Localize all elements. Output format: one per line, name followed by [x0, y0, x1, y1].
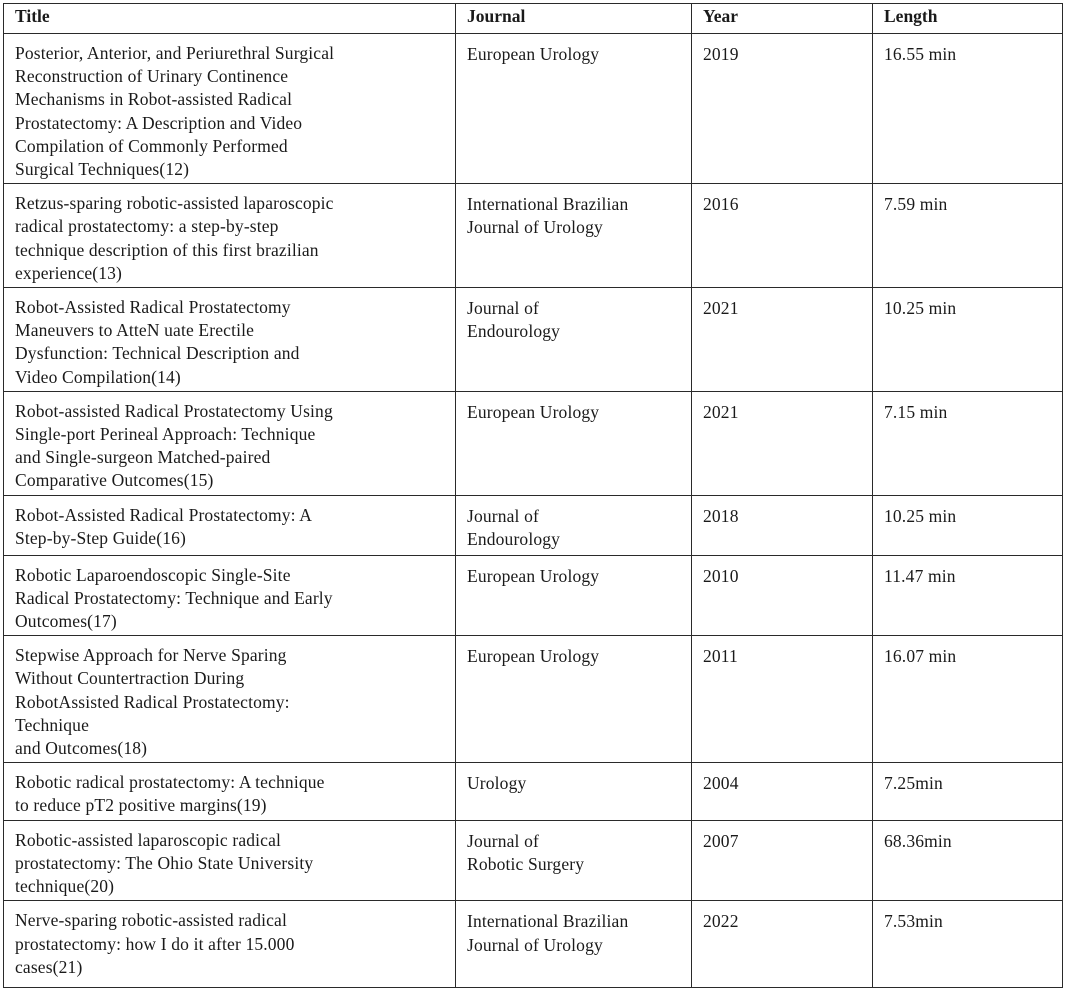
- journal-cell: Journal of Endourology: [456, 495, 692, 555]
- table-row: [4, 555, 1063, 636]
- header-row: [4, 4, 1063, 34]
- length-cell: 10.25 min: [873, 495, 1063, 555]
- table-row: [4, 34, 1063, 184]
- journal-cell: Urology: [456, 763, 692, 820]
- title-cell: Robot-Assisted Radical Prostatectomy Maneuvers to AtteN uate Erectile Dysfunction: Technical Description and Video Compilation(14): [4, 288, 456, 392]
- title-cell: Retzus-sparing robotic-assisted laparoscopic radical prostatectomy: a step-by-step technique description of this first brazilian experience(13): [4, 184, 456, 288]
- year-cell: 2022: [692, 901, 873, 988]
- title-cell: Robot-assisted Radical Prostatectomy Using Single-port Perineal Approach: Technique and Single-surgeon Matched-paired Comparative Outcomes(15): [4, 391, 456, 495]
- journal-cell: Journal of Robotic Surgery: [456, 820, 692, 901]
- year-cell: 2010: [692, 555, 873, 636]
- year-cell: 2021: [692, 391, 873, 495]
- journal-cell: European Urology: [456, 636, 692, 763]
- header-year: Year: [692, 4, 873, 34]
- table-row: [4, 901, 1063, 988]
- length-cell: 7.15 min: [873, 391, 1063, 495]
- length-cell: 10.25 min: [873, 288, 1063, 392]
- length-cell: 7.25min: [873, 763, 1063, 820]
- length-cell: 11.47 min: [873, 555, 1063, 636]
- title-cell: Robotic-assisted laparoscopic radical prostatectomy: The Ohio State University technique(20): [4, 820, 456, 901]
- title-cell: Robotic Laparoendoscopic Single-Site Radical Prostatectomy: Technique and Early Outcomes(17): [4, 555, 456, 636]
- length-cell: 16.55 min: [873, 34, 1063, 184]
- length-cell: 16.07 min: [873, 636, 1063, 763]
- journal-cell: European Urology: [456, 391, 692, 495]
- table-row: [4, 763, 1063, 820]
- journal-cell: European Urology: [456, 555, 692, 636]
- year-cell: 2019: [692, 34, 873, 184]
- header-title: Title: [4, 4, 456, 34]
- year-cell: 2018: [692, 495, 873, 555]
- length-cell: 7.53min: [873, 901, 1063, 988]
- journal-cell: European Urology: [456, 34, 692, 184]
- table-row: [4, 820, 1063, 901]
- year-cell: 2007: [692, 820, 873, 901]
- journal-cell: International Brazilian Journal of Urology: [456, 184, 692, 288]
- table-row: [4, 184, 1063, 288]
- year-cell: 2011: [692, 636, 873, 763]
- year-cell: 2021: [692, 288, 873, 392]
- video-table: [3, 3, 1063, 988]
- length-cell: 68.36min: [873, 820, 1063, 901]
- table-row: [4, 636, 1063, 763]
- journal-cell: International Brazilian Journal of Urology: [456, 901, 692, 988]
- table-row: [4, 391, 1063, 495]
- table-row: [4, 288, 1063, 392]
- header-journal: Journal: [456, 4, 692, 34]
- title-cell: Nerve-sparing robotic-assisted radical prostatectomy: how I do it after 15.000 cases(21): [4, 901, 456, 988]
- title-cell: Robotic radical prostatectomy: A technique to reduce pT2 positive margins(19): [4, 763, 456, 820]
- length-cell: 7.59 min: [873, 184, 1063, 288]
- header-length: Length: [873, 4, 1063, 34]
- year-cell: 2004: [692, 763, 873, 820]
- title-cell: Stepwise Approach for Nerve Sparing Without Countertraction During RobotAssisted Radical Prostatectomy: Technique and Outcomes(18): [4, 636, 456, 763]
- year-cell: 2016: [692, 184, 873, 288]
- title-cell: Robot-Assisted Radical Prostatectomy: A Step-by-Step Guide(16): [4, 495, 456, 555]
- table-row: [4, 495, 1063, 555]
- title-cell: Posterior, Anterior, and Periurethral Surgical Reconstruction of Urinary Continence Mechanisms in Robot-assisted Radical Prostatectomy: A Description and Video Compilation of Commonly Performed Surgical Techniques(12): [4, 34, 456, 184]
- journal-cell: Journal of Endourology: [456, 288, 692, 392]
